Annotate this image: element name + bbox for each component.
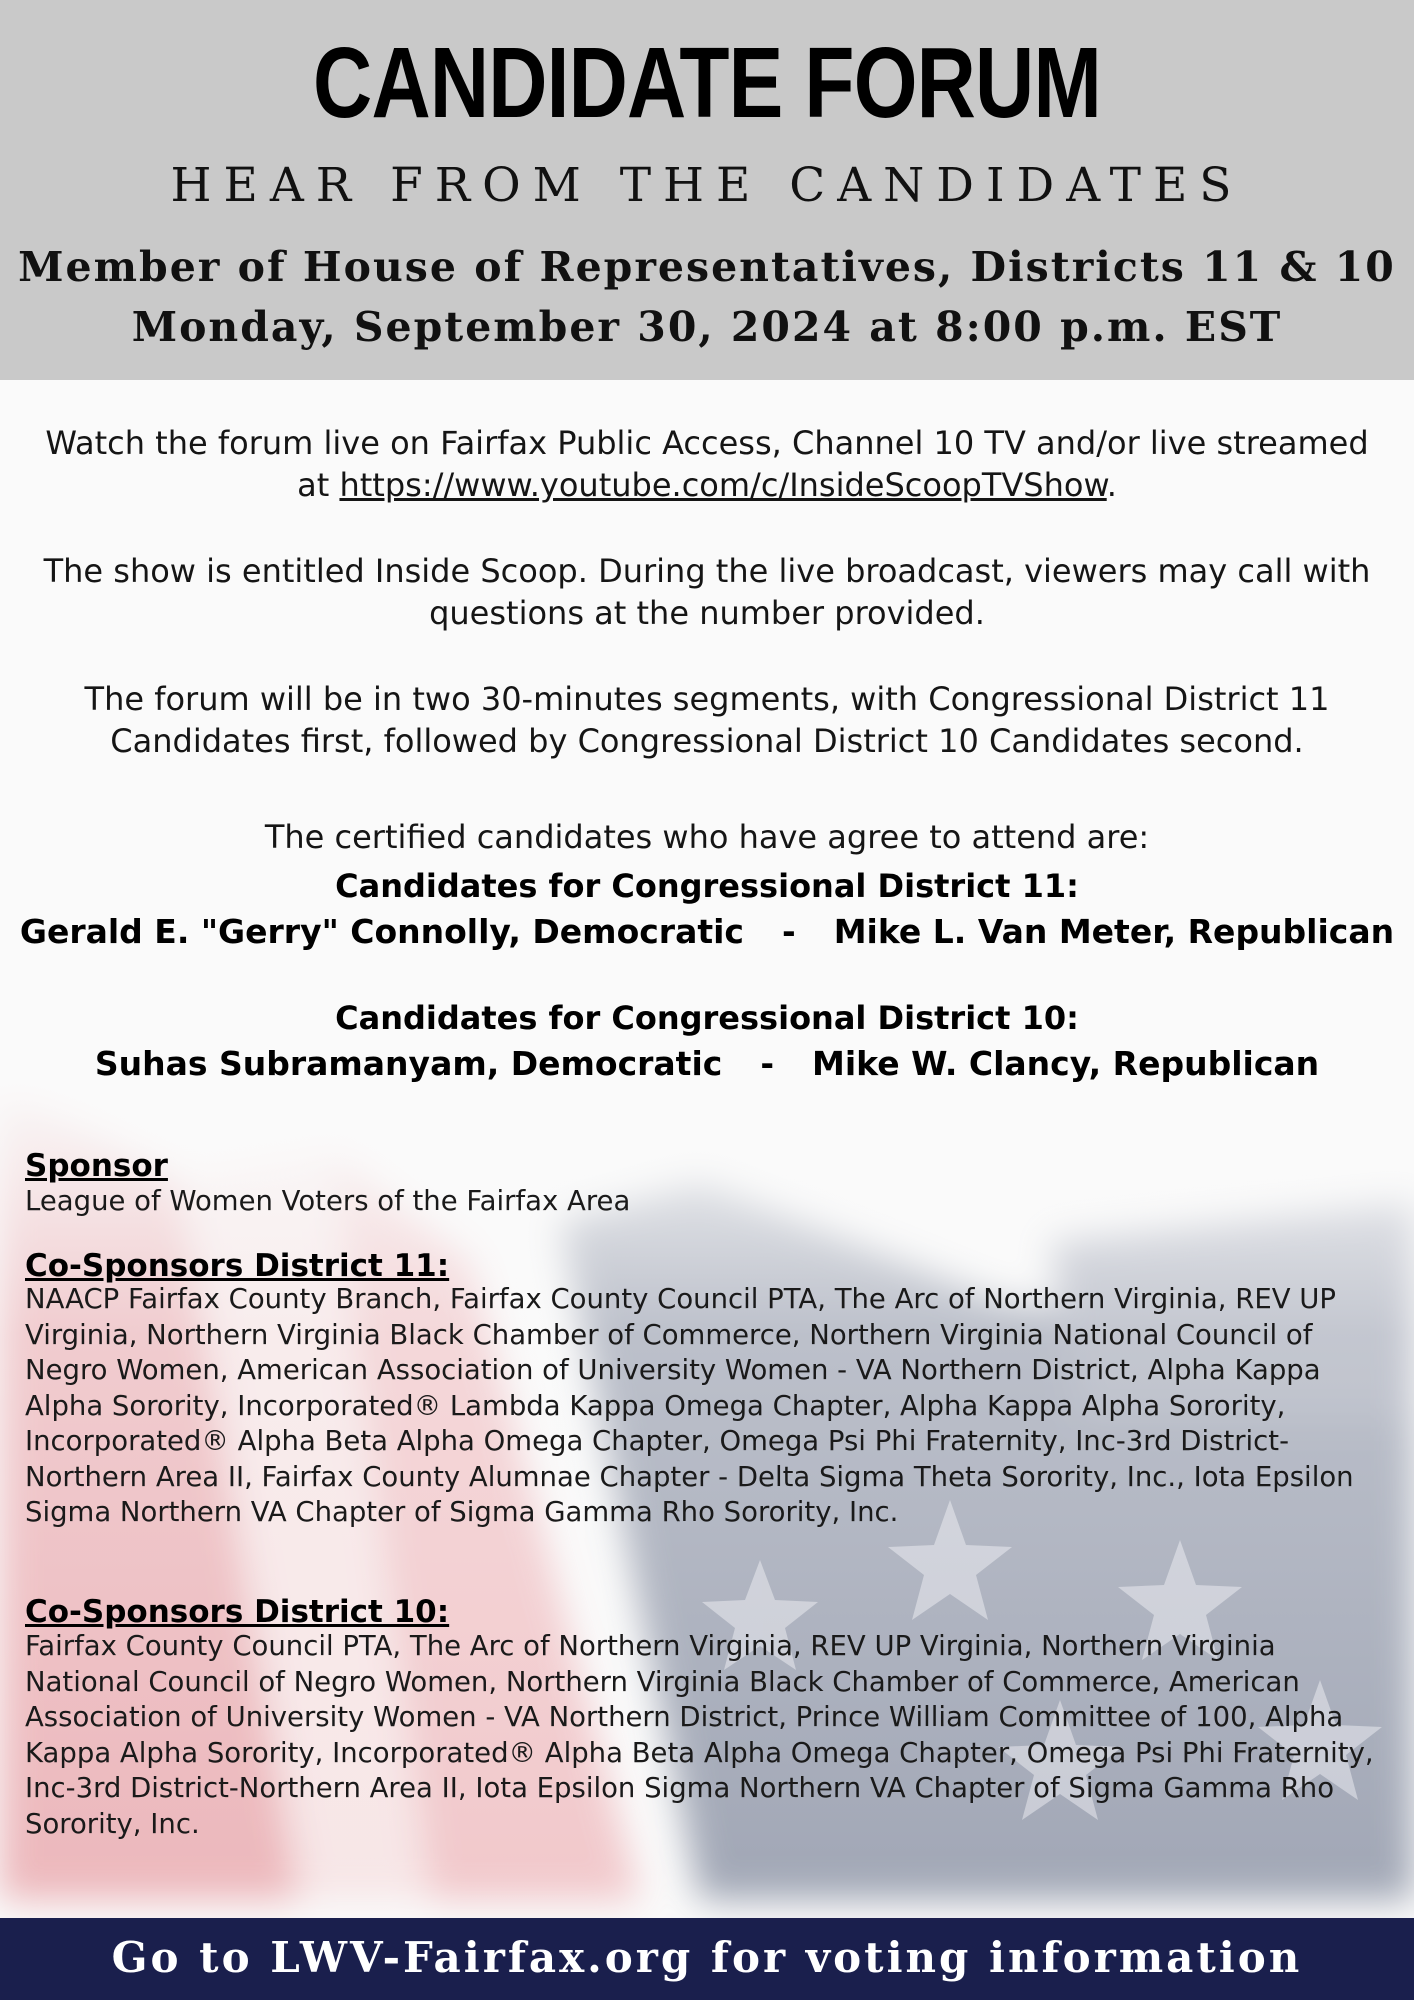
sponsor-label: Sponsor xyxy=(25,1148,168,1184)
watch-text: Watch the forum live on Fairfax Public Access, Channel 10 TV and/or live streamed at xyxy=(45,424,1369,504)
watch-paragraph xyxy=(30,422,1384,506)
district11-candidate-republican: Mike L. Van Meter, Republican xyxy=(833,912,1395,951)
cosponsors10-label: Co-Sponsors District 10: xyxy=(25,1594,450,1630)
cosponsors11-label: Co-Sponsors District 11: xyxy=(25,1248,450,1284)
format-paragraph: The forum will be in two 30-minutes segments, with Congressional District 11 Candidates first, followed by Congressional District 10 Candidates second. xyxy=(84,680,1330,760)
youtube-link[interactable]: https://www.youtube.com/c/InsideScoopTVShow xyxy=(339,466,1107,504)
district10-heading: Candidates for Congressional District 10: xyxy=(335,999,1079,1037)
page-subtitle: HEAR FROM THE CANDIDATES xyxy=(170,158,1244,213)
show-info-paragraph: The show is entitled Inside Scoop. During the live broadcast, viewers may call with questions at the number provided. xyxy=(43,552,1371,632)
watch-text-end: . xyxy=(1106,466,1117,504)
header-banner xyxy=(0,0,1414,380)
district11-candidates xyxy=(0,910,1414,954)
district11-candidate-democratic: Gerald E. "Gerry" Connolly, Democratic xyxy=(19,912,744,951)
district11-heading: Candidates for Congressional District 11: xyxy=(335,867,1079,905)
office-line: Member of House of Representatives, Districts 11 & 10 xyxy=(18,243,1396,291)
footer-voting-info[interactable]: Go to LWV-Fairfax.org for voting information xyxy=(111,1933,1303,1982)
district10-candidate-democratic: Suhas Subramanyam, Democratic xyxy=(94,1044,723,1083)
certified-intro: The certified candidates who have agree to attend are: xyxy=(264,818,1150,856)
sponsor-text: League of Women Voters of the Fairfax Area xyxy=(25,1185,631,1217)
district10-candidates xyxy=(0,1042,1414,1086)
cosponsors10-text: Fairfax County Council PTA, The Arc of Northern Virginia, REV UP Virginia, Northern Virginia National Council of Negro Women, Northern Virginia Black Chamber of Commerce, American Association of University Women - VA Northern District, Prince William Committee of 100, Alpha Kappa Alpha Sorority, Incorporated® Alpha Beta Alpha Omega Chapter, Omega Psi Phi Fraternity, Inc-3rd District-Northern Area II, Iota Epsilon Sigma Northern VA Chapter of Sigma Gamma Rho Sorority, Inc. xyxy=(25,1630,1374,1840)
page-title: CANDIDATE FORUM xyxy=(313,27,1101,139)
candidate-separator: - xyxy=(782,912,796,951)
candidate-separator: - xyxy=(760,1044,775,1083)
district10-candidate-republican: Mike W. Clancy, Republican xyxy=(812,1044,1320,1083)
cosponsors11-text: NAACP Fairfax County Branch, Fairfax County Council PTA, The Arc of Northern Virginia, REV UP Virginia, Northern Virginia Black Chamber of Commerce, Northern Virginia National Council of Negro Women, American Association of University Women - VA Northern District, Alpha Kappa Alpha Sorority, Incorporated® Lambda Kappa Omega Chapter, Alpha Kappa Alpha Sorority, Incorporated® Alpha Beta Alpha Omega Chapter, Omega Psi Phi Fraternity, Inc-3rd District-Northern Area II, Fairfax County Alumnae Chapter - Delta Sigma Theta Sorority, Inc., Iota Epsilon Sigma Northern VA Chapter of Sigma Gamma Rho Sorority, Inc. xyxy=(25,1283,1354,1528)
event-datetime: Monday, September 30, 2024 at 8:00 p.m. EST xyxy=(131,303,1283,351)
footer-banner xyxy=(0,1918,1414,2000)
